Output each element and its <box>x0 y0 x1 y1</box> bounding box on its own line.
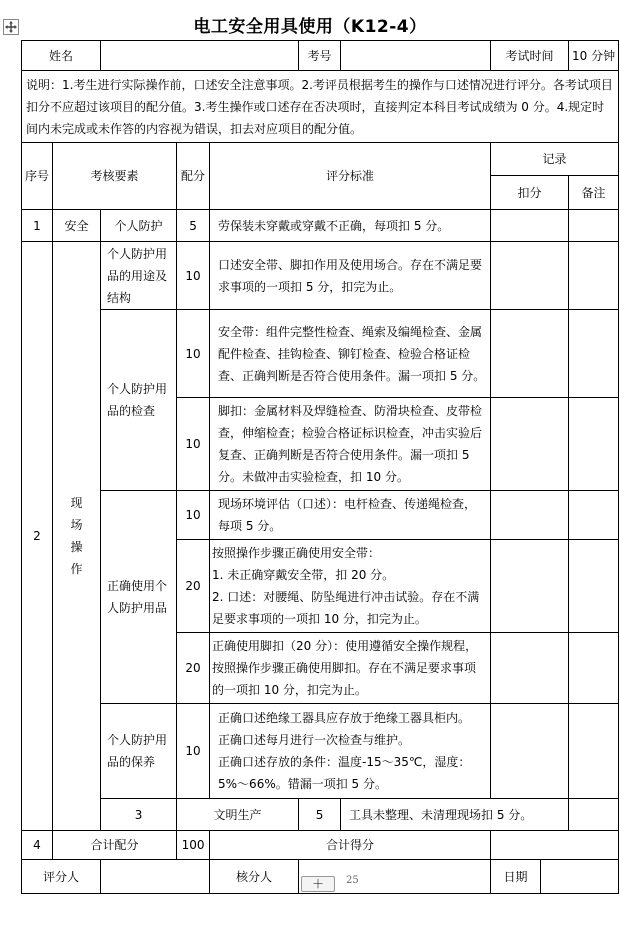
row3-points: 5 <box>299 799 341 831</box>
assessment-table <box>21 40 619 894</box>
belt-use-line-1: 按照操作步骤正确使用安全带： <box>212 546 381 560</box>
row2-usage-remark[interactable] <box>569 242 619 310</box>
keep-line-2: 正确口述每月进行一次检查与维护。 <box>218 733 411 747</box>
row2-belt-remark[interactable] <box>569 310 619 398</box>
row2-belt-use-deduct[interactable] <box>491 540 569 633</box>
date-field[interactable] <box>541 860 619 894</box>
row2-item-use: 正确使用个人防护用品 <box>101 491 177 704</box>
exam-no-label: 考号 <box>299 41 341 71</box>
row4-seq: 4 <box>22 831 53 860</box>
row1-points: 5 <box>177 210 210 242</box>
keep-line-3: 正确口述存放的条件：温度-15～35℃，湿度：5%～66%。错漏一项扣 5 分。 <box>218 755 471 791</box>
table-row <box>22 491 619 540</box>
instructions: 说明：1.考生进行实际操作前，口述安全注意事项。2.考评员根据考生的操作与口述情况进行评分。各考试项目扣分不应超过该项目的配分值。3.考生操作或口述存在否决项时，直接判定本科目考试成绩为 0 分。4.规定时间内未完成或未作答的内容视为错误，扣去对应项目的配分值。 <box>22 71 619 143</box>
row2-belt-points: 10 <box>177 310 210 398</box>
table-row <box>22 799 619 831</box>
row1-criteria: 劳保装未穿戴或穿戴不正确，每项扣 5 分。 <box>210 210 491 242</box>
row1-remark[interactable] <box>569 210 619 242</box>
row2-spur-deduct[interactable] <box>491 398 569 491</box>
row1-item: 个人防护 <box>101 210 177 242</box>
row2-env-criteria: 现场环境评估（口述）：电杆检查、传递绳检查，每项 5 分。 <box>210 491 491 540</box>
row2-spur-use-points: 20 <box>177 633 210 704</box>
name-field[interactable] <box>101 41 299 71</box>
row4-item: 合计配分 <box>53 831 177 860</box>
row1-category: 安全 <box>53 210 101 242</box>
row2-belt-use-criteria <box>210 540 491 633</box>
col-criteria: 评分标准 <box>210 143 491 210</box>
row2-env-deduct[interactable] <box>491 491 569 540</box>
row2-spur-use-criteria: 正确使用脚扣（20 分）：使用遵循安全操作规程，按照操作步骤正确使用脚扣。存在不满足要求事项的一项扣 10 分，扣完为止。 <box>210 633 491 704</box>
row2-category <box>53 242 101 831</box>
col-seq: 序号 <box>22 143 53 210</box>
row2-spur-remark[interactable] <box>569 398 619 491</box>
row3-criteria: 工具未整理、未清理现场扣 5 分。 <box>341 799 569 831</box>
row3-item: 文明生产 <box>177 799 299 831</box>
scorer-field[interactable] <box>101 860 210 894</box>
row2-seq: 2 <box>22 242 53 831</box>
row1-seq: 1 <box>22 210 53 242</box>
table-row <box>22 210 619 242</box>
row2-keep-remark[interactable] <box>569 704 619 799</box>
row3-deduct[interactable] <box>569 799 619 831</box>
exam-time-value: 10 分钟 <box>569 41 619 71</box>
row2-belt-use-points: 20 <box>177 540 210 633</box>
row2-keep-criteria <box>210 704 491 799</box>
page-number: 25 <box>346 875 359 886</box>
row2-belt-use-remark[interactable] <box>569 540 619 633</box>
row2-item-inspect: 个人防护用品的检查 <box>101 310 177 491</box>
row4-points: 100 <box>177 831 210 860</box>
row2-spur-criteria: 脚扣：金属材料及焊缝检查、防滑块检查、皮带检查，伸缩检查；检验合格证标识检查，冲击实验后复查、正确判断是否符合使用条件。漏一项扣 5 分。未做冲击实验检查，扣 10 分。 <box>210 398 491 491</box>
document-title: 电工安全用具使用（K12-4） <box>193 17 427 37</box>
col-elements: 考核要素 <box>53 143 177 210</box>
row2-item-usage: 个人防护用品的用途及结构 <box>101 242 177 310</box>
row2-env-points: 10 <box>177 491 210 540</box>
row2-belt-deduct[interactable] <box>491 310 569 398</box>
row4-total-score-label: 合计得分 <box>210 831 491 860</box>
checker-label: 核分人 <box>210 860 299 894</box>
row2-belt-criteria: 安全带：组件完整性检查、绳索及编绳检查、金属配件检查、挂钩检查、铆钉检查、检验合格证检查、正确判断是否符合使用条件。漏一项扣 5 分。 <box>210 310 491 398</box>
date-label: 日期 <box>491 860 541 894</box>
table-row <box>22 704 619 799</box>
row4-total-score-field[interactable] <box>491 831 619 860</box>
row2-usage-deduct[interactable] <box>491 242 569 310</box>
row2-usage-criteria: 口述安全带、脚扣作用及使用场合。存在不满足要求事项的一项扣 5 分，扣完为止。 <box>210 242 491 310</box>
belt-use-line-3: 2. 口述：对腰绳、防坠绳进行冲击试验。存在不满足要求事项的一项扣 10 分，扣完为止。 <box>212 590 480 626</box>
table-row <box>22 310 619 398</box>
scorer-label: 评分人 <box>22 860 101 894</box>
exam-no-field[interactable] <box>341 41 491 71</box>
col-deduct: 扣分 <box>491 176 569 210</box>
row2-usage-points: 10 <box>177 242 210 310</box>
row2-keep-deduct[interactable] <box>491 704 569 799</box>
exam-time-label: 考试时间 <box>491 41 569 71</box>
row2-env-remark[interactable] <box>569 491 619 540</box>
row2-spur-use-remark[interactable] <box>569 633 619 704</box>
row1-deduct[interactable] <box>491 210 569 242</box>
name-label: 姓名 <box>22 41 101 71</box>
row3-seq: 3 <box>101 799 177 831</box>
add-page-button[interactable]: ＋ <box>301 876 335 892</box>
col-remark: 备注 <box>569 176 619 210</box>
table-row <box>22 242 619 310</box>
col-record: 记录 <box>491 143 619 176</box>
row2-spur-points: 10 <box>177 398 210 491</box>
row2-spur-use-deduct[interactable] <box>491 633 569 704</box>
table-row <box>22 831 619 860</box>
row2-item-keep: 个人防护用品的保养 <box>101 704 177 799</box>
row2-category-text: 现场操作 <box>70 496 83 576</box>
keep-line-1: 正确口述绝缘工器具应存放于绝缘工器具柜内。 <box>218 711 471 725</box>
col-points: 配分 <box>177 143 210 210</box>
row2-keep-points: 10 <box>177 704 210 799</box>
belt-use-line-2: 1. 未正确穿戴安全带，扣 20 分。 <box>212 568 395 582</box>
